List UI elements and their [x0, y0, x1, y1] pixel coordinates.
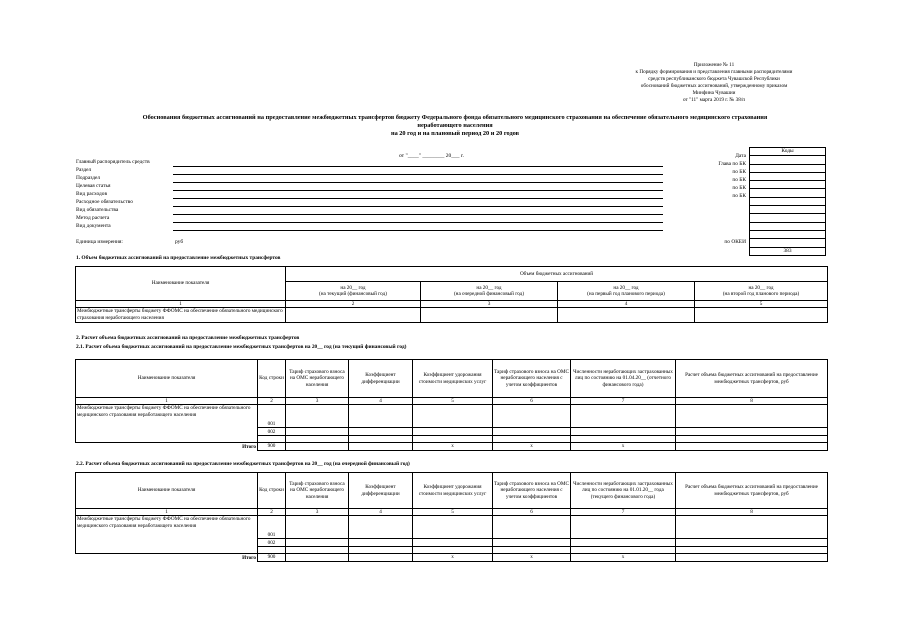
- value-cell[interactable]: [413, 539, 493, 547]
- codes-label: Глава по БК: [718, 161, 746, 167]
- code-cell[interactable]: [750, 164, 826, 172]
- col-coef-diff-header: Коэффициент дифференциации: [349, 360, 413, 398]
- value-cell[interactable]: [571, 547, 676, 554]
- field-label: Раздел: [76, 167, 92, 173]
- value-cell[interactable]: [421, 308, 558, 323]
- col-code-header: Код строки: [258, 360, 286, 398]
- value-cell[interactable]: [493, 405, 571, 428]
- fill-line: [173, 206, 663, 207]
- code-cell[interactable]: [750, 189, 826, 197]
- field-label: Главный распорядитель средств: [76, 159, 150, 165]
- year-col-header: на 20__ год (на второй год планового периода): [695, 282, 828, 301]
- value-cell[interactable]: [571, 516, 676, 539]
- col-number: 2: [258, 509, 286, 516]
- fill-line: [173, 190, 663, 191]
- codes-label: Дата: [735, 153, 746, 159]
- x-mark: x: [413, 443, 493, 450]
- col-calc-header: Расчет объема бюджетных ассигнований на предоставление межбюджетных трансфертов, руб: [676, 360, 828, 398]
- value-cell[interactable]: [676, 405, 828, 428]
- subsection-2-2-title: 2.2. Расчет объема бюджетных ассигнований на предоставление межбюджетных трансфертов на 20__ год (на очередной финансовый год): [76, 461, 410, 467]
- year-col-header: на 20__ год (на текущий (финансовый год): [286, 282, 421, 301]
- code-cell[interactable]: [750, 172, 826, 180]
- col-calc-header: Расчет объема бюджетных ассигнований на предоставление межбюджетных трансфертов, руб: [676, 473, 828, 509]
- subsection-2-2-table: [75, 472, 828, 562]
- code-cell[interactable]: [750, 222, 826, 230]
- col-number: 2: [286, 301, 421, 308]
- value-cell[interactable]: [286, 554, 349, 561]
- col-number: 3: [421, 301, 558, 308]
- codes-label: по БК: [732, 185, 746, 191]
- document-title: [70, 114, 840, 138]
- col-number: 7: [571, 509, 676, 516]
- appendix-block: [600, 62, 828, 105]
- col-count-header: Численности неработающих застрахованных лиц по состоянию на 01.04.20__ (отчетного финансового года): [571, 360, 676, 398]
- fill-line: [173, 198, 663, 199]
- okei-label: по ОКЕИ: [724, 239, 746, 245]
- value-cell[interactable]: [286, 436, 349, 443]
- appendix-line: обоснований бюджетных ассигнований, утвержденному приказом: [640, 83, 788, 90]
- col-tariff-coef-header: Тариф страхового взноса на ОМС неработающего населения с учетом коэффициентов: [493, 473, 571, 509]
- total-label: Итого: [242, 554, 256, 561]
- value-cell[interactable]: [558, 308, 695, 323]
- code-cell[interactable]: [750, 181, 826, 189]
- year-col-header: на 20__ год (на очередной финансовый год): [421, 282, 558, 301]
- value-cell[interactable]: [349, 436, 413, 443]
- value-cell[interactable]: [413, 547, 493, 554]
- value-cell[interactable]: [349, 428, 413, 436]
- section-2-title: 2. Расчет объема бюджетных ассигнований на предоставление межбюджетных трансфертов: [76, 335, 300, 341]
- appendix-line: к Порядку формирования и представления главными распорядителями: [635, 69, 793, 76]
- col-tariff-coef-header: Тариф страхового взноса на ОМС неработающего населения с учетом коэффициентов: [493, 360, 571, 398]
- field-label: Подраздел: [76, 175, 101, 181]
- col-number: 5: [413, 398, 493, 405]
- col-number: 1: [76, 509, 258, 516]
- codes-header: Коды: [750, 148, 826, 156]
- value-cell[interactable]: [349, 539, 413, 547]
- code-cell[interactable]: [750, 214, 826, 222]
- subsection-2-1-title: 2.1. Расчет объема бюджетных ассигнований на предоставление межбюджетных трансфертов на 20__ год (на текущий финансовый год): [76, 344, 407, 350]
- col-code-header: Код строки: [258, 473, 286, 509]
- field-label: Вид документа: [76, 223, 111, 229]
- unit-label: Единица измерения:: [76, 239, 123, 245]
- value-cell[interactable]: [571, 436, 676, 443]
- value-cell[interactable]: [695, 308, 828, 323]
- appendix-line: Минфина Чувашии: [692, 90, 736, 97]
- col-number: 6: [493, 509, 571, 516]
- code-cell[interactable]: [750, 239, 826, 247]
- value-cell[interactable]: [413, 428, 493, 436]
- code-cell[interactable]: [750, 230, 826, 238]
- title-line-2: неработающего населения: [417, 122, 493, 129]
- value-cell[interactable]: [676, 428, 828, 436]
- value-cell[interactable]: [349, 516, 413, 539]
- fill-line: [173, 214, 663, 215]
- value-cell[interactable]: [349, 443, 413, 450]
- x-mark: x: [413, 554, 493, 561]
- value-cell[interactable]: [676, 547, 828, 554]
- row-code: 002: [258, 428, 286, 436]
- col-coef-diff-header: Коэффициент дифференциации: [349, 473, 413, 509]
- codes-table: [749, 147, 826, 256]
- value-cell[interactable]: [286, 547, 349, 554]
- value-cell[interactable]: [676, 539, 828, 547]
- section-1-table: [75, 266, 828, 323]
- value-cell[interactable]: [571, 539, 676, 547]
- value-cell[interactable]: [286, 443, 349, 450]
- col-number: 3: [286, 398, 349, 405]
- row-label: Межбюджетные трансферты бюджету ФФОМС на обеспечение обязательного медицинского страхования неработающего населения: [76, 405, 258, 443]
- code-cell[interactable]: [750, 156, 826, 164]
- value-cell[interactable]: [349, 547, 413, 554]
- col-tariff-header: Тариф страхового взноса на ОМС неработающего населения: [286, 473, 349, 509]
- row-label: Межбюджетные трансферты бюджету ФФОМС на обеспечение обязательного медицинского страхования неработающего населения: [76, 308, 286, 323]
- col-name-header: Наименование показателя: [76, 267, 286, 301]
- value-cell[interactable]: [349, 405, 413, 428]
- col-number: 1: [76, 301, 286, 308]
- appendix-line: Приложение № 11: [693, 62, 735, 68]
- codes-label: по БК: [732, 169, 746, 175]
- code-cell[interactable]: [750, 197, 826, 205]
- row-code: 001: [258, 405, 286, 428]
- total-code: 900: [258, 443, 286, 450]
- appendix-line: от "11" марта 2019 г. № 38/п: [682, 97, 746, 104]
- fill-line: [173, 230, 663, 231]
- value-cell[interactable]: [413, 516, 493, 539]
- value-cell[interactable]: [493, 516, 571, 539]
- codes-label: по БК: [732, 177, 746, 183]
- field-label: Метод расчета: [76, 215, 110, 221]
- section-1-title: 1. Объем бюджетных ассигнований на предоставление межбюджетных трансфертов: [76, 255, 281, 261]
- col-number: 3: [286, 509, 349, 516]
- total-label: Итого: [242, 443, 256, 450]
- value-cell[interactable]: [676, 436, 828, 443]
- value-cell[interactable]: [286, 539, 349, 547]
- group-header: Объем бюджетных ассигнований: [286, 267, 828, 282]
- col-number: 5: [695, 301, 828, 308]
- unit-value: руб: [175, 239, 184, 245]
- row-code: 002: [258, 539, 286, 547]
- code-cell[interactable]: [750, 206, 826, 214]
- fill-line: [173, 182, 663, 183]
- subsection-2-1-table: [75, 359, 828, 451]
- col-tariff-header: Тариф страхового взноса на ОМС неработающего населения: [286, 360, 349, 398]
- x-mark: x: [571, 443, 676, 450]
- value-cell[interactable]: [493, 436, 571, 443]
- col-number: 8: [676, 509, 828, 516]
- year-col-header: на 20__ год (на первый год планового периода): [558, 282, 695, 301]
- col-count-header: Численности неработающих застрахованных лиц по состоянию на 01.01.20__ года (текущего финансового года): [571, 473, 676, 509]
- value-cell[interactable]: [571, 428, 676, 436]
- value-cell[interactable]: [571, 405, 676, 428]
- x-mark: x: [493, 443, 571, 450]
- field-label: Вид обязательства: [76, 207, 119, 213]
- okei-value: 383: [750, 247, 826, 255]
- value-cell[interactable]: [258, 436, 286, 443]
- col-number: 8: [676, 398, 828, 405]
- codes-label: по БК: [732, 193, 746, 199]
- col-number: 7: [571, 398, 676, 405]
- appendix-line: средств республиканского бюджета Чувашской Республики: [648, 76, 780, 83]
- col-number: 5: [413, 509, 493, 516]
- value-cell[interactable]: [286, 405, 349, 428]
- value-cell[interactable]: [493, 539, 571, 547]
- fill-line: [173, 222, 663, 223]
- x-mark: x: [571, 554, 676, 561]
- field-label: Целевая статья: [76, 183, 111, 189]
- value-cell[interactable]: [286, 308, 421, 323]
- col-number: 2: [258, 398, 286, 405]
- row-label: Межбюджетные трансферты бюджету ФФОМС на обеспечение обязательного медицинского страхования неработающего населения: [76, 516, 258, 554]
- fill-line: [173, 174, 663, 175]
- date-line: от "____" ________ 20___ г.: [399, 153, 464, 159]
- value-cell[interactable]: [676, 443, 828, 450]
- value-cell[interactable]: [413, 436, 493, 443]
- col-coef-cost-header: Коэффициент удорожания стоимости медицинских услуг: [413, 473, 493, 509]
- col-name-header: Наименование показателя: [76, 360, 258, 398]
- value-cell[interactable]: [286, 428, 349, 436]
- fill-line: [173, 166, 663, 167]
- title-line-3: на 20 год и на плановый период 20 и 20 годов: [390, 130, 520, 137]
- value-cell[interactable]: [258, 547, 286, 554]
- col-number: 1: [76, 398, 258, 405]
- value-cell[interactable]: [349, 554, 413, 561]
- col-coef-cost-header: Коэффициент удорожания стоимости медицинских услуг: [413, 360, 493, 398]
- field-label: Расходное обязательство: [76, 199, 133, 205]
- title-line-1: Обоснования бюджетных ассигнований на предоставление межбюджетных трансфертов бюджету Федерального фонда обязательного медицинского страхования на обеспечение обязательного медицинского страхования: [142, 114, 768, 121]
- value-cell[interactable]: [676, 516, 828, 539]
- col-number: 4: [349, 398, 413, 405]
- col-number: 4: [558, 301, 695, 308]
- value-cell[interactable]: [413, 405, 493, 428]
- value-cell[interactable]: [493, 547, 571, 554]
- field-label: Вид расходов: [76, 191, 107, 197]
- col-number: 4: [349, 509, 413, 516]
- value-cell[interactable]: [493, 428, 571, 436]
- row-code: 001: [258, 516, 286, 539]
- x-mark: x: [493, 554, 571, 561]
- col-name-header: Наименование показателя: [76, 473, 258, 509]
- total-code: 900: [258, 554, 286, 561]
- col-number: 6: [493, 398, 571, 405]
- value-cell[interactable]: [286, 516, 349, 539]
- value-cell[interactable]: [676, 554, 828, 561]
